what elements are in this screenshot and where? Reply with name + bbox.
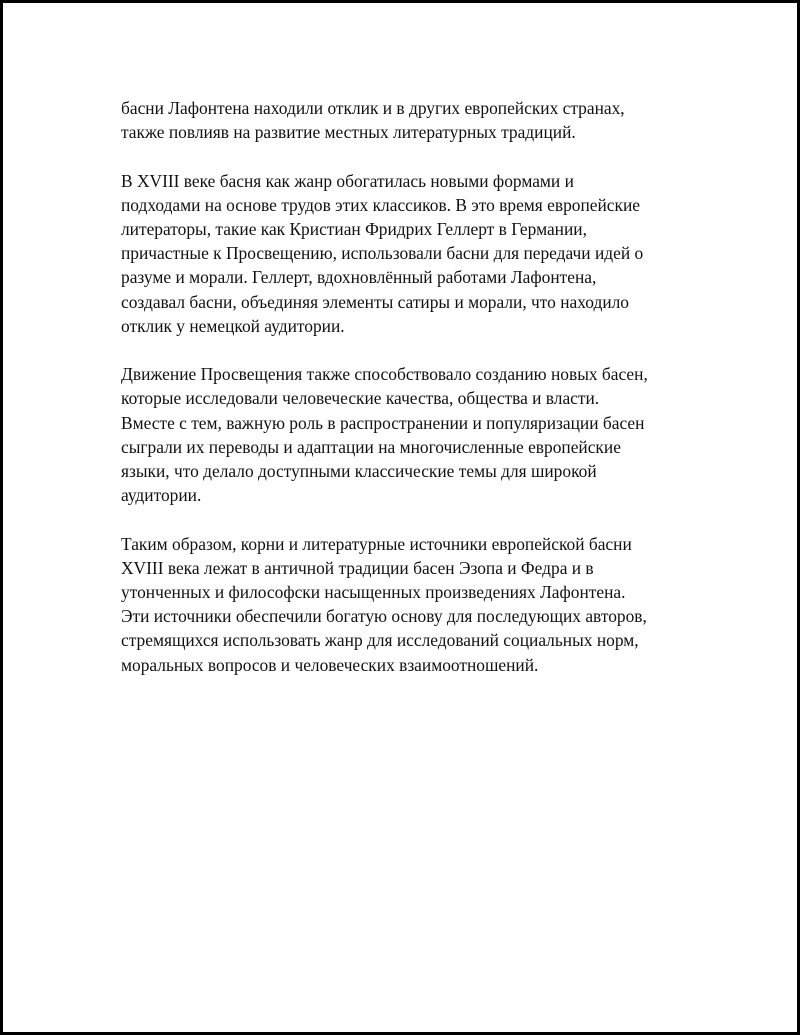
paragraph-3 xyxy=(121,362,701,507)
text-line: Вместе с тем, важную роль в распространении и популяризации басен xyxy=(121,412,645,433)
text-line: басни Лафонтена находили отклик и в других европейских странах, xyxy=(121,98,625,118)
text-line: причастные к Просвещению, использовали басни для передачи идей о xyxy=(121,243,644,264)
text-line: разуме и морали. Геллерт, вдохновлённый работами Лафонтена, xyxy=(121,267,597,288)
text-line: создавал басни, объединяя элементы сатиры и морали, что находило xyxy=(121,291,629,312)
text-line: Эти источники обеспечили богатую основу для последующих авторов, xyxy=(121,606,647,627)
text-line: подходами на основе трудов этих классиков. В это время европейские xyxy=(121,194,640,215)
text-line: сыграли их переводы и адаптации на многочисленные европейские xyxy=(121,436,621,457)
text-line: Таким образом, корни и литературные источники европейской басни xyxy=(121,533,632,554)
text-line: моральных вопросов и человеческих взаимоотношений. xyxy=(121,654,539,675)
text-line: языки, что делало доступными классические темы для широкой xyxy=(121,461,597,482)
text-line: которые исследовали человеческие качества, общества и власти. xyxy=(121,388,600,409)
text-line: утонченных и философски насыщенных произведениях Лафонтена. xyxy=(121,582,626,603)
text-line: В XVIII веке басня как жанр обогатилась новыми формами и xyxy=(121,170,574,191)
text-line: также повлияв на развитие местных литературных традиций. xyxy=(121,122,576,143)
text-line: стремящихся использовать жанр для исследований социальных норм, xyxy=(121,630,639,651)
paragraph-2 xyxy=(121,169,701,338)
paragraph-4 xyxy=(121,532,701,677)
paragraph-1 xyxy=(121,96,701,144)
text-line: XVIII века лежат в античной традиции басен Эзопа и Федра и в xyxy=(121,557,594,578)
text-line: аудитории. xyxy=(121,485,202,506)
document-body xyxy=(121,96,701,701)
text-line: отклик у немецкой аудитории. xyxy=(121,315,345,336)
text-line: Движение Просвещения также способствовало созданию новых басен, xyxy=(121,364,648,385)
text-line: литераторы, такие как Кристиан Фридрих Геллерт в Германии, xyxy=(121,219,587,239)
